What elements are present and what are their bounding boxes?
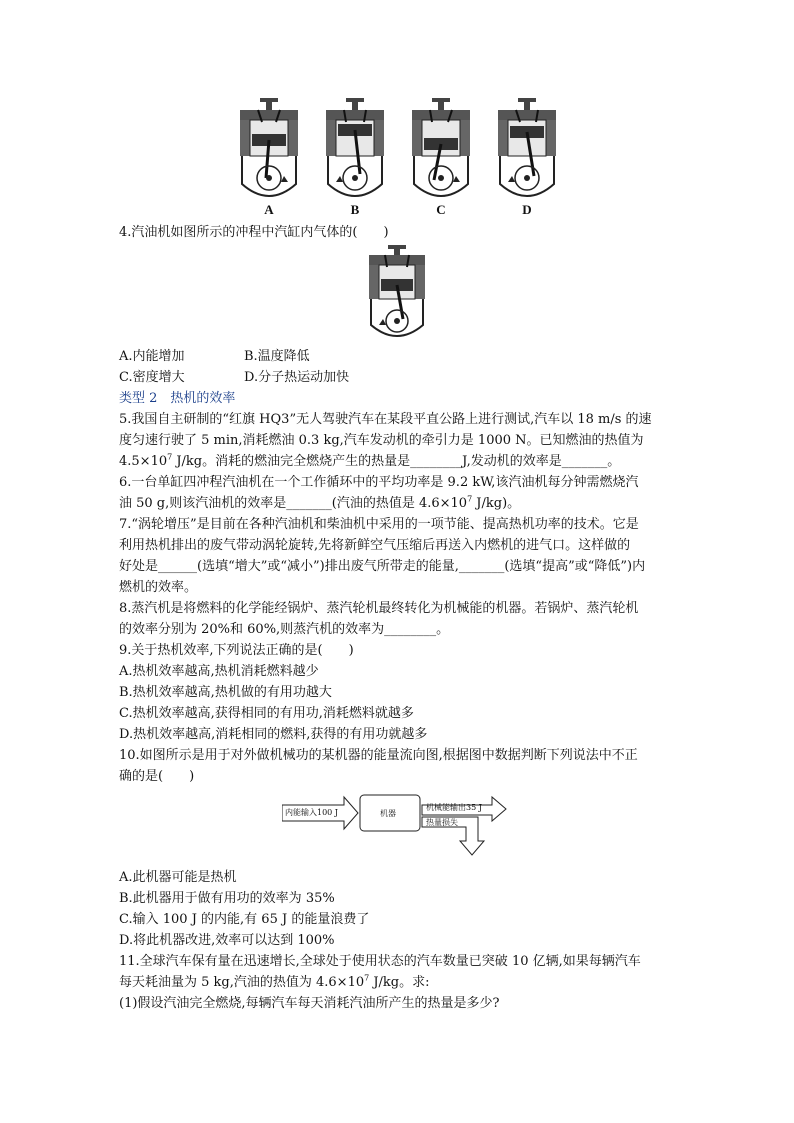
flow-machine-label: 机器: [380, 809, 396, 818]
q4-option-b: B.温度降低: [244, 349, 310, 364]
q10-line-1: 10.如图所示是用于对外做机械功的某机器的能量流向图,根据图中数据判断下列说法中不正: [119, 748, 638, 763]
engine-label-d: D: [522, 202, 532, 217]
engine-figure-b: [322, 96, 388, 220]
q11-line-2: 每天耗油量为 5 kg,汽油的热值为 $4.6\times 10^7$ J/kg。求:: [119, 973, 430, 990]
q6-line-2: 油 50 g,则该汽油机的效率是_______(汽油的热值是 $4.6\times 10^7$ J/kg)。: [119, 494, 521, 511]
q11-sub-1: (1)假设汽油完全燃烧,每辆汽车每天消耗汽油所产生的热量是多少?: [119, 996, 500, 1011]
engine-b-drawing: [322, 96, 388, 204]
q5-line-2: 度匀速行驶了 5 min,消耗燃油 0.3 kg,汽车发动机的牵引力是 1000 N。已知燃油的热值为: [119, 433, 644, 448]
q4-engine-drawing: [365, 243, 429, 343]
flow-input-label: 内能输入100 J: [285, 808, 339, 817]
q7-line-2: 利用热机排出的废气带动涡轮旋转,先将新鲜空气压缩后再送入内燃机的进气口。这样做的: [119, 538, 631, 553]
engine-figure-d: [494, 96, 560, 220]
engine-figure-a: [236, 96, 302, 220]
engine-strokes-figure: [236, 96, 556, 220]
q4-stem: 4.汽油机如图所示的冲程中汽缸内气体的( ): [119, 225, 389, 240]
energy-flow-diagram: [282, 789, 512, 859]
q4-option-d: D.分子热运动加快: [244, 370, 350, 385]
section-2-title: 类型 2 热机的效率: [119, 391, 236, 406]
flow-loss-label: 热量损失: [426, 818, 458, 827]
engine-figure-c: [408, 96, 474, 220]
q7-line-1: 7.“涡轮增压”是目前在各种汽油机和柴油机中采用的一项节能、提高热机功率的技术。它是: [119, 517, 639, 532]
q4-engine-figure: [365, 243, 429, 343]
q10-option-d: D.将此机器改进,效率可以达到 100%: [119, 933, 335, 948]
q5-line-1: 5.我国自主研制的“红旗 HQ3”无人驾驶汽车在某段平直公路上进行测试,汽车以 18 m/s 的速: [119, 412, 652, 427]
q10-line-2: 确的是( ): [119, 769, 195, 784]
q4-option-a: A.内能增加: [119, 349, 185, 364]
q11-line-1: 11.全球汽车保有量在迅速增长,全球处于使用状态的汽车数量已突破 10 亿辆,如果每辆汽车: [119, 954, 641, 969]
q8-line-2: 的效率分别为 20%和 60%,则蒸汽机的效率为________。: [119, 622, 450, 637]
q4-option-c: C.密度增大: [119, 370, 185, 385]
engine-c-drawing: [408, 96, 474, 204]
flow-output-label: 机械能输出35 J: [426, 803, 482, 812]
q9-option-b: B.热机效率越高,热机做的有用功越大: [119, 685, 332, 700]
q6-line-1: 6.一台单缸四冲程汽油机在一个工作循环中的平均功率是 9.2 kW,该汽油机每分钟需燃烧汽: [119, 475, 639, 490]
q10-option-c: C.输入 100 J 的内能,有 65 J 的能量浪费了: [119, 912, 370, 927]
q9-option-d: D.热机效率越高,消耗相同的燃料,获得的有用功就越多: [119, 727, 428, 742]
q7-line-4: 燃机的效率。: [119, 580, 198, 595]
engine-label-b: B: [350, 202, 360, 217]
engine-a-drawing: [236, 96, 302, 204]
engine-d-drawing: [494, 96, 560, 204]
q9-option-c: C.热机效率越高,获得相同的有用功,消耗燃料就越多: [119, 706, 414, 721]
engine-label-c: C: [436, 202, 446, 217]
energy-flow-drawing: [282, 789, 512, 859]
q9-option-a: A.热机效率越高,热机消耗燃料越少: [119, 664, 319, 679]
q10-option-a: A.此机器可能是热机: [119, 870, 237, 885]
engine-label-a: A: [264, 202, 274, 217]
q8-line-1: 8.蒸汽机是将燃料的化学能经锅炉、蒸汽轮机最终转化为机械能的机器。若锅炉、蒸汽轮机: [119, 601, 639, 616]
q10-option-b: B.此机器用于做有用功的效率为 35%: [119, 891, 335, 906]
q7-line-3: 好处是______(选填“增大”或“减小”)排出废气所带走的能量,_______(选填“提高”或“降低”)内: [119, 559, 646, 574]
q9-stem: 9.关于热机效率,下列说法正确的是( ): [119, 643, 354, 658]
q5-line-3: $4.5\times 10^7$ J/kg。消耗的燃油完全燃烧产生的热量是________J,发动机的效率是_______。: [119, 452, 621, 469]
